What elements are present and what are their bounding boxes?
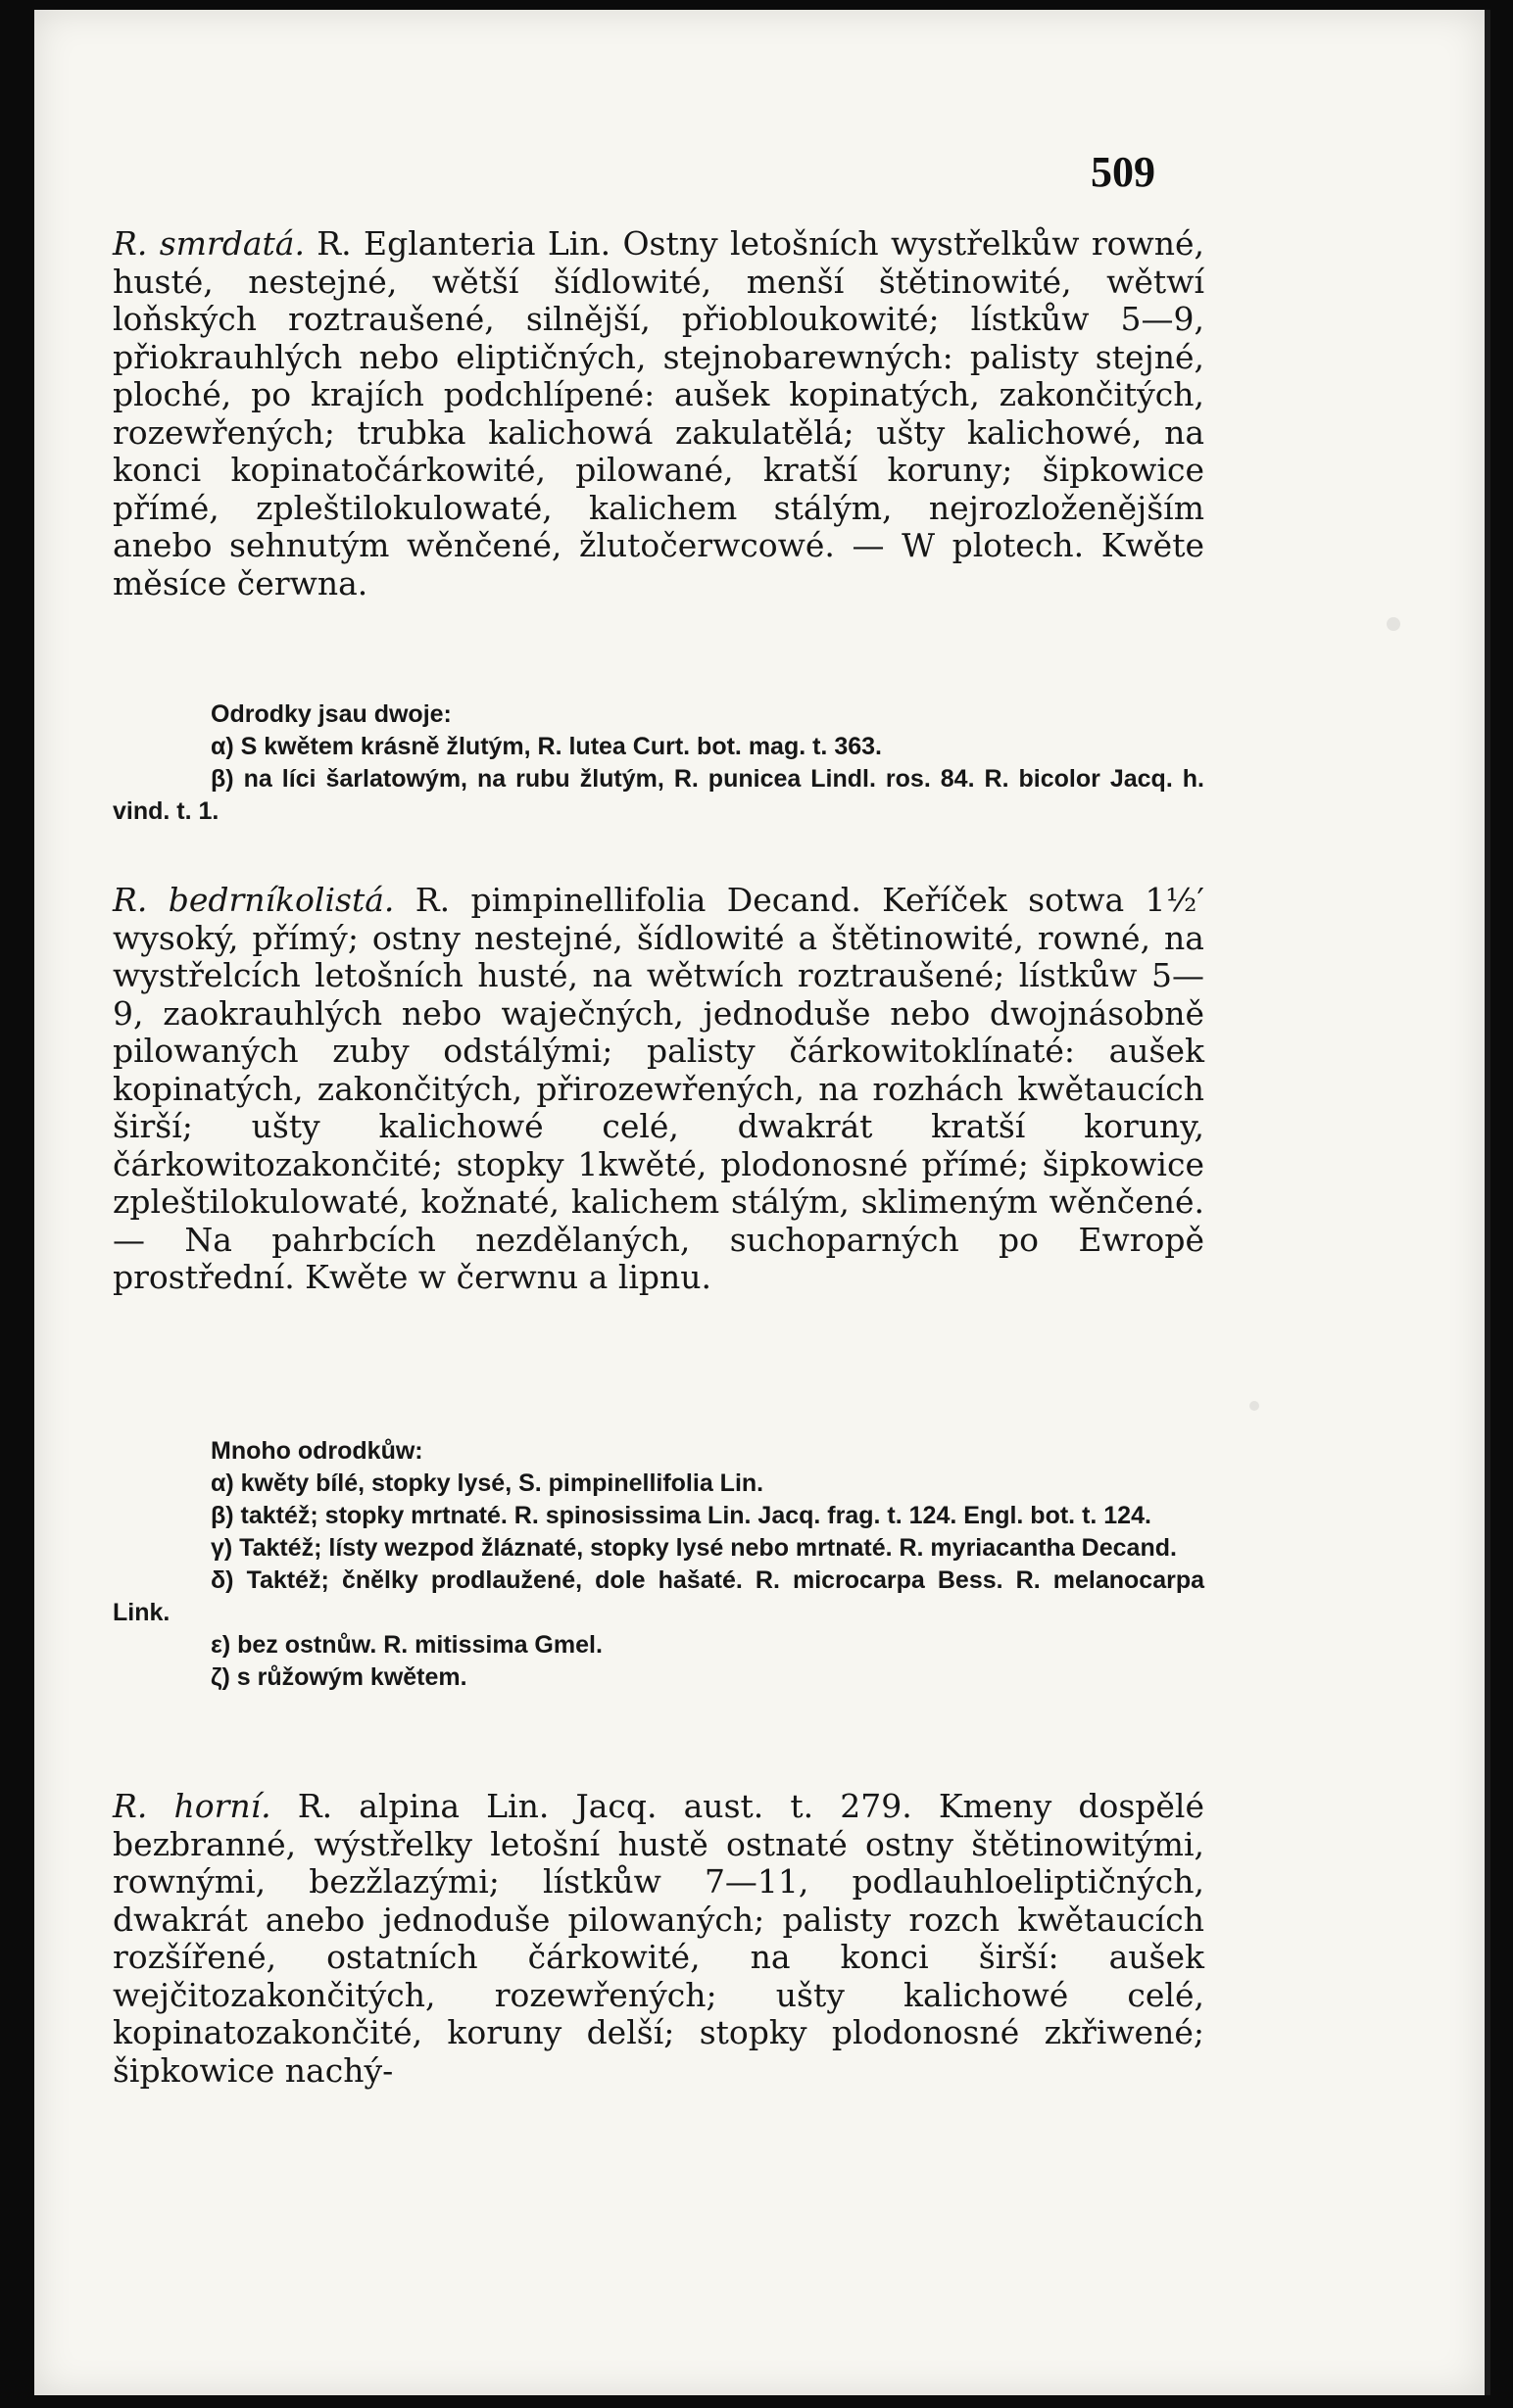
- varieties-heading: Odrodky jsau dwoje:: [211, 700, 452, 728]
- variety-item: β) na líci šarlatowým, na rubu žlutým, R. punicea Lindl. ros. 84. R. bicolor Jacq. h. vind. t. 1.: [113, 765, 1204, 825]
- varieties-note-eglanteria: [113, 698, 1204, 828]
- variety-item: ζ) s růžowým kwětem.: [211, 1663, 467, 1691]
- variety-item: γ) Taktéž; lísty wezpod žláznaté, stopky lysé nebo mrtnaté. R. myriacantha Decand.: [211, 1534, 1177, 1562]
- variety-item: α) kwěty bílé, stopky lysé, S. pimpinellifolia Lin.: [211, 1469, 764, 1497]
- entry-rosa-alpina: [113, 1788, 1204, 2090]
- variety-item: β) taktéž; stopky mrtnaté. R. spinosissima Lin. Jacq. frag. t. 124. Engl. bot. t. 124.: [211, 1502, 1151, 1529]
- varieties-note-pimpinellifolia: [113, 1435, 1204, 1694]
- varieties-heading: Mnoho odrodkůw:: [211, 1437, 423, 1465]
- paper-stain: [1249, 1401, 1259, 1411]
- entry-name: R. horní.: [113, 1787, 271, 1825]
- paper-stain: [1387, 617, 1400, 631]
- entry-rosa-pimpinellifolia: [113, 882, 1204, 1297]
- entry-name: R. smrdatá.: [113, 224, 305, 263]
- entry-text: R. alpina Lin. Jacq. aust. t. 279. Kmeny dospělé bezbranné, wýstřelky letošní hustě ostnaté ostny štětinowitými, rownými, bezžlazými; lístkůw 7—11, podlauhloeliptičných, dwakrát anebo jednoduše pilowaných; palisty rozch kwětaucích rozšířené, ostatních čárkowité, na konci širší: aušek wejčitozakončitých, rozewřených; ušty kalichowé celé, kopinatozakončité, koruny delší; stopky plodonosné zkřiwené; šipkowice nachý-: [113, 1787, 1204, 2090]
- entry-name: R. bedrníkolistá.: [113, 881, 395, 919]
- entry-text: R. Eglanteria Lin. Ostny letošních wystřelkůw rowné, husté, nestejné, wětší šídlowité, menší štětinowité, wětwí loňských roztraušené, silnější, přiobloukowité; lístkůw 5—9, přiokrauhlých nebo eliptičných, stejnobarewných: palisty stejné, ploché, po krajích podchlípené: aušek kopinatých, zakončitých, rozewřených; trubka kalichowá zakulatělá; ušty kalichowé, na konci kopinatočárkowité, pilowané, kratší koruny; šipkowice přímé, zpleštilokulowaté, kalichem stálým, nejrozloženějším anebo sehnutým wěnčené, žlutočerwcowé. — W plotech. Kwěte měsíce čerwna.: [113, 224, 1204, 602]
- entry-rosa-eglanteria: [113, 225, 1204, 602]
- variety-item: α) S kwětem krásně žlutým, R. lutea Curt. bot. mag. t. 363.: [211, 733, 882, 760]
- entry-text: R. pimpinellifolia Decand. Keříček sotwa 1½′ wysoký, přímý; ostny nestejné, šídlowité a štětinowité, rowné, na wystřelcích letošních husté, na wětwích roztraušené; lístkůw 5—9, zaokrauhlých nebo waječných, jednoduše nebo dwojnásobně pilowaných zuby odstálými; palisty čárkowitoklínaté: aušek kopinatých, zakončitých, přirozewřených, na rozhách kwětaucích širší; ušty kalichowé celé, dwakrát kratší koruny, čárkowitozakončité; stopky 1kwěté, plodonosné přímé; šipkowice zpleštilokulowaté, kožnaté, kalichem stálým, sklimeným wěnčené. — Na pahrbcích nezdělaných, suchoparných po Ewropě prostřední. Kwěte w čerwnu a lipnu.: [113, 881, 1204, 1296]
- variety-item: δ) Taktéž; čnělky prodlaužené, dole hašaté. R. microcarpa Bess. R. melanocarpa Link.: [113, 1566, 1204, 1626]
- variety-item: ε) bez ostnůw. R. mitissima Gmel.: [211, 1631, 603, 1659]
- page-number: 509: [1091, 148, 1155, 196]
- book-page: [34, 10, 1490, 2395]
